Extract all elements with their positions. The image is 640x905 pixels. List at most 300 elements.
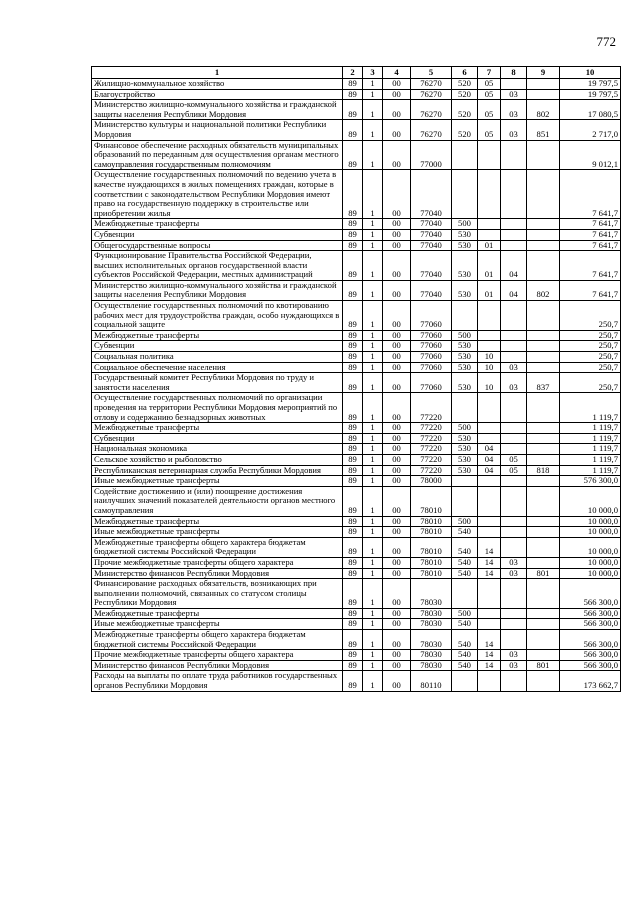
cell-col8 xyxy=(501,352,527,363)
table-row xyxy=(92,341,621,352)
cell-col9 xyxy=(527,393,560,423)
table-row xyxy=(92,454,621,465)
cell-col4: 00 xyxy=(383,433,411,444)
row-name: Межбюджетные трансферты xyxy=(92,330,343,341)
cell-col2: 89 xyxy=(343,671,363,691)
cell-col9: 801 xyxy=(527,568,560,579)
cell-amount: 7 641,7 xyxy=(560,219,621,230)
cell-col2: 89 xyxy=(343,557,363,568)
cell-col2: 89 xyxy=(343,630,363,650)
cell-col8 xyxy=(501,486,527,516)
cell-col6: 500 xyxy=(452,219,478,230)
row-name: Республиканская ветеринарная служба Республики Мордовия xyxy=(92,465,343,476)
cell-col4: 00 xyxy=(383,251,411,281)
cell-col2: 89 xyxy=(343,486,363,516)
cell-col3: 1 xyxy=(363,608,383,619)
cell-col6: 530 xyxy=(452,465,478,476)
cell-col2: 89 xyxy=(343,476,363,487)
table-row xyxy=(92,140,621,170)
row-name: Межбюджетные трансферты xyxy=(92,608,343,619)
cell-col3: 1 xyxy=(363,444,383,455)
table-row xyxy=(92,79,621,90)
cell-col9 xyxy=(527,89,560,100)
cell-col3: 1 xyxy=(363,579,383,609)
cell-col5: 77220 xyxy=(411,465,452,476)
column-header: 6 xyxy=(452,67,478,79)
row-name: Субвенции xyxy=(92,433,343,444)
cell-col8: 03 xyxy=(501,100,527,120)
cell-col3: 1 xyxy=(363,527,383,538)
cell-col8 xyxy=(501,330,527,341)
cell-col6 xyxy=(452,301,478,331)
cell-col9 xyxy=(527,608,560,619)
cell-col6: 530 xyxy=(452,362,478,373)
cell-col5: 78000 xyxy=(411,476,452,487)
cell-col5: 77220 xyxy=(411,444,452,455)
table-row xyxy=(92,219,621,230)
cell-col4: 00 xyxy=(383,465,411,476)
cell-col2: 89 xyxy=(343,373,363,393)
cell-col4: 00 xyxy=(383,89,411,100)
cell-col7 xyxy=(478,476,501,487)
cell-col4: 00 xyxy=(383,280,411,300)
cell-col2: 89 xyxy=(343,229,363,240)
cell-col8 xyxy=(501,423,527,434)
cell-col8 xyxy=(501,516,527,527)
cell-col7 xyxy=(478,579,501,609)
cell-col5: 78010 xyxy=(411,516,452,527)
cell-col5: 77060 xyxy=(411,362,452,373)
cell-col5: 77060 xyxy=(411,373,452,393)
cell-col5: 76270 xyxy=(411,79,452,90)
cell-col6: 500 xyxy=(452,608,478,619)
table-row xyxy=(92,330,621,341)
cell-amount: 250,7 xyxy=(560,330,621,341)
cell-amount: 7 641,7 xyxy=(560,240,621,251)
cell-col2: 89 xyxy=(343,89,363,100)
column-header: 8 xyxy=(501,67,527,79)
row-name: Министерство жилищно-коммунального хозяйства и гражданской защиты населения Республики Мордовия xyxy=(92,100,343,120)
row-name: Межбюджетные трансферты общего характера бюджетам бюджетной системы Российской Федерации xyxy=(92,537,343,557)
table-row xyxy=(92,660,621,671)
cell-col9 xyxy=(527,170,560,219)
cell-col6: 540 xyxy=(452,650,478,661)
cell-col9 xyxy=(527,423,560,434)
cell-amount: 1 119,7 xyxy=(560,423,621,434)
cell-col8 xyxy=(501,630,527,650)
cell-col8 xyxy=(501,527,527,538)
cell-col8 xyxy=(501,476,527,487)
table-row xyxy=(92,608,621,619)
cell-col4: 00 xyxy=(383,100,411,120)
cell-col2: 89 xyxy=(343,79,363,90)
cell-col3: 1 xyxy=(363,251,383,281)
cell-col8 xyxy=(501,393,527,423)
cell-col8 xyxy=(501,140,527,170)
cell-col4: 00 xyxy=(383,423,411,434)
cell-col5: 77040 xyxy=(411,229,452,240)
cell-col4: 00 xyxy=(383,120,411,140)
cell-col3: 1 xyxy=(363,120,383,140)
cell-amount: 10 000,0 xyxy=(560,486,621,516)
cell-col5: 78030 xyxy=(411,608,452,619)
row-name: Финансовое обеспечение расходных обязательств муниципальных образований по переданным для осуществления органам местного самоуправления государственным полномочиям xyxy=(92,140,343,170)
cell-col7: 10 xyxy=(478,352,501,363)
cell-col8: 03 xyxy=(501,568,527,579)
cell-col4: 00 xyxy=(383,619,411,630)
cell-col9 xyxy=(527,433,560,444)
cell-col3: 1 xyxy=(363,465,383,476)
cell-col2: 89 xyxy=(343,454,363,465)
cell-col8 xyxy=(501,79,527,90)
table-row xyxy=(92,229,621,240)
cell-col3: 1 xyxy=(363,423,383,434)
cell-col7: 04 xyxy=(478,465,501,476)
cell-col7 xyxy=(478,393,501,423)
cell-col9: 837 xyxy=(527,373,560,393)
column-header: 10 xyxy=(560,67,621,79)
cell-col9 xyxy=(527,79,560,90)
cell-col7 xyxy=(478,619,501,630)
cell-amount: 1 119,7 xyxy=(560,454,621,465)
cell-col7: 14 xyxy=(478,650,501,661)
cell-col4: 00 xyxy=(383,660,411,671)
table-row xyxy=(92,352,621,363)
row-name: Расходы на выплаты по оплате труда работников государственных органов Республики Мордовия xyxy=(92,671,343,691)
cell-col6: 540 xyxy=(452,557,478,568)
cell-amount: 19 797,5 xyxy=(560,89,621,100)
cell-col7: 14 xyxy=(478,537,501,557)
cell-amount: 10 000,0 xyxy=(560,516,621,527)
cell-col6: 530 xyxy=(452,229,478,240)
cell-col5: 77040 xyxy=(411,280,452,300)
cell-amount: 173 662,7 xyxy=(560,671,621,691)
cell-col8: 03 xyxy=(501,362,527,373)
cell-col9: 851 xyxy=(527,120,560,140)
cell-amount: 250,7 xyxy=(560,362,621,373)
cell-col7: 14 xyxy=(478,630,501,650)
cell-col7: 04 xyxy=(478,454,501,465)
cell-amount: 566 300,0 xyxy=(560,579,621,609)
table-row xyxy=(92,301,621,331)
budget-table xyxy=(91,66,621,692)
cell-col9 xyxy=(527,671,560,691)
cell-col5: 77040 xyxy=(411,170,452,219)
cell-col8: 03 xyxy=(501,89,527,100)
table-row xyxy=(92,433,621,444)
table-row xyxy=(92,251,621,281)
table-row xyxy=(92,373,621,393)
cell-col9 xyxy=(527,219,560,230)
cell-col2: 89 xyxy=(343,537,363,557)
cell-col7: 05 xyxy=(478,89,501,100)
cell-col2: 89 xyxy=(343,527,363,538)
cell-col2: 89 xyxy=(343,120,363,140)
cell-amount: 1 119,7 xyxy=(560,393,621,423)
cell-col6 xyxy=(452,671,478,691)
cell-col3: 1 xyxy=(363,393,383,423)
cell-col3: 1 xyxy=(363,516,383,527)
cell-col7 xyxy=(478,671,501,691)
table-row xyxy=(92,280,621,300)
cell-col2: 89 xyxy=(343,140,363,170)
cell-col3: 1 xyxy=(363,362,383,373)
table-row xyxy=(92,619,621,630)
cell-col6: 540 xyxy=(452,537,478,557)
row-name: Прочие межбюджетные трансферты общего характера xyxy=(92,650,343,661)
table-row xyxy=(92,100,621,120)
cell-col6: 500 xyxy=(452,516,478,527)
cell-col3: 1 xyxy=(363,660,383,671)
cell-col3: 1 xyxy=(363,557,383,568)
cell-col7: 05 xyxy=(478,100,501,120)
cell-col3: 1 xyxy=(363,219,383,230)
cell-col6: 520 xyxy=(452,120,478,140)
cell-col7 xyxy=(478,527,501,538)
cell-col4: 00 xyxy=(383,219,411,230)
table-row xyxy=(92,170,621,219)
table-row xyxy=(92,568,621,579)
cell-col6: 520 xyxy=(452,89,478,100)
column-header: 4 xyxy=(383,67,411,79)
cell-amount: 250,7 xyxy=(560,373,621,393)
cell-col3: 1 xyxy=(363,352,383,363)
cell-col6: 530 xyxy=(452,352,478,363)
cell-col9 xyxy=(527,650,560,661)
cell-col9 xyxy=(527,251,560,281)
table-body xyxy=(92,79,621,692)
cell-col8 xyxy=(501,619,527,630)
cell-col7: 05 xyxy=(478,79,501,90)
cell-col9 xyxy=(527,630,560,650)
row-name: Межбюджетные трансферты общего характера бюджетам бюджетной системы Российской Федерации xyxy=(92,630,343,650)
cell-col6: 530 xyxy=(452,251,478,281)
cell-col7: 01 xyxy=(478,251,501,281)
row-name: Благоустройство xyxy=(92,89,343,100)
row-name: Иные межбюджетные трансферты xyxy=(92,527,343,538)
cell-col3: 1 xyxy=(363,650,383,661)
cell-col8 xyxy=(501,444,527,455)
cell-amount: 566 300,0 xyxy=(560,630,621,650)
table-row xyxy=(92,630,621,650)
cell-col3: 1 xyxy=(363,301,383,331)
cell-col7: 14 xyxy=(478,557,501,568)
row-name: Осуществление государственных полномочий по ведению учета в качестве нуждающихся в жилых помещениях граждан, которые в соответствии с законодательством Республики Мордовия имеют право на государственную поддержку в строительстве или приобретении жилья xyxy=(92,170,343,219)
row-name: Социальная политика xyxy=(92,352,343,363)
cell-col3: 1 xyxy=(363,330,383,341)
cell-col2: 89 xyxy=(343,433,363,444)
cell-col9 xyxy=(527,444,560,455)
cell-col7 xyxy=(478,423,501,434)
cell-amount: 1 119,7 xyxy=(560,433,621,444)
cell-col2: 89 xyxy=(343,660,363,671)
cell-col7: 01 xyxy=(478,240,501,251)
table-row xyxy=(92,89,621,100)
cell-col4: 00 xyxy=(383,579,411,609)
cell-col8 xyxy=(501,219,527,230)
cell-col4: 00 xyxy=(383,330,411,341)
cell-col2: 89 xyxy=(343,579,363,609)
cell-col7: 01 xyxy=(478,280,501,300)
cell-col5: 77060 xyxy=(411,330,452,341)
cell-col6: 500 xyxy=(452,330,478,341)
header-row xyxy=(92,67,621,79)
table-row xyxy=(92,465,621,476)
cell-col2: 89 xyxy=(343,568,363,579)
row-name: Прочие межбюджетные трансферты общего характера xyxy=(92,557,343,568)
cell-col7 xyxy=(478,140,501,170)
cell-col8 xyxy=(501,579,527,609)
row-name: Жилищно-коммунальное хозяйство xyxy=(92,79,343,90)
cell-col9 xyxy=(527,537,560,557)
cell-col7 xyxy=(478,433,501,444)
cell-amount: 10 000,0 xyxy=(560,527,621,538)
cell-col7: 14 xyxy=(478,660,501,671)
cell-col9 xyxy=(527,240,560,251)
cell-col3: 1 xyxy=(363,240,383,251)
row-name: Государственный комитет Республики Мордовия по труду и занятости населения xyxy=(92,373,343,393)
cell-col8 xyxy=(501,433,527,444)
cell-col2: 89 xyxy=(343,516,363,527)
row-name: Осуществление государственных полномочий по квотированию рабочих мест для трудоустройства граждан, особо нуждающихся в социальной защите xyxy=(92,301,343,331)
table-row xyxy=(92,557,621,568)
cell-col7 xyxy=(478,301,501,331)
row-name: Межбюджетные трансферты xyxy=(92,219,343,230)
cell-col5: 77040 xyxy=(411,240,452,251)
cell-col9: 801 xyxy=(527,660,560,671)
cell-col6 xyxy=(452,170,478,219)
cell-col5: 78010 xyxy=(411,557,452,568)
cell-col4: 00 xyxy=(383,527,411,538)
cell-col4: 00 xyxy=(383,568,411,579)
cell-col4: 00 xyxy=(383,608,411,619)
cell-col7: 04 xyxy=(478,444,501,455)
cell-col9: 818 xyxy=(527,465,560,476)
cell-col6: 540 xyxy=(452,568,478,579)
column-header: 7 xyxy=(478,67,501,79)
cell-col6: 540 xyxy=(452,660,478,671)
row-name: Общегосударственные вопросы xyxy=(92,240,343,251)
row-name: Осуществление государственных полномочий по организации проведения на территории Республики Мордовия мероприятий по отлову и содержанию безнадзорных животных xyxy=(92,393,343,423)
cell-col5: 76270 xyxy=(411,120,452,140)
cell-col7 xyxy=(478,608,501,619)
cell-col9 xyxy=(527,454,560,465)
cell-col9 xyxy=(527,229,560,240)
cell-col8 xyxy=(501,608,527,619)
cell-col9 xyxy=(527,579,560,609)
column-header: 3 xyxy=(363,67,383,79)
cell-col5: 76270 xyxy=(411,89,452,100)
cell-col5: 80110 xyxy=(411,671,452,691)
cell-col2: 89 xyxy=(343,341,363,352)
cell-amount: 1 119,7 xyxy=(560,465,621,476)
cell-col8 xyxy=(501,240,527,251)
cell-col5: 78030 xyxy=(411,650,452,661)
table-row xyxy=(92,362,621,373)
cell-col6: 540 xyxy=(452,619,478,630)
cell-col5: 78030 xyxy=(411,660,452,671)
cell-col7 xyxy=(478,219,501,230)
row-name: Социальное обеспечение населения xyxy=(92,362,343,373)
cell-col3: 1 xyxy=(363,170,383,219)
row-name: Субвенции xyxy=(92,229,343,240)
cell-col8: 03 xyxy=(501,373,527,393)
cell-col2: 89 xyxy=(343,219,363,230)
cell-col6 xyxy=(452,476,478,487)
cell-col4: 00 xyxy=(383,557,411,568)
row-name: Межбюджетные трансферты xyxy=(92,423,343,434)
row-name: Министерство жилищно-коммунального хозяйства и гражданской защиты населения Республики Мордовия xyxy=(92,280,343,300)
cell-col8 xyxy=(501,229,527,240)
cell-col7 xyxy=(478,170,501,219)
cell-amount: 250,7 xyxy=(560,352,621,363)
cell-col3: 1 xyxy=(363,630,383,650)
cell-col5: 78030 xyxy=(411,619,452,630)
table-row xyxy=(92,650,621,661)
cell-col4: 00 xyxy=(383,650,411,661)
cell-col4: 00 xyxy=(383,240,411,251)
cell-col6: 530 xyxy=(452,341,478,352)
cell-col4: 00 xyxy=(383,373,411,393)
cell-amount: 566 300,0 xyxy=(560,660,621,671)
cell-col9 xyxy=(527,140,560,170)
cell-col2: 89 xyxy=(343,393,363,423)
cell-col7 xyxy=(478,330,501,341)
cell-col8: 03 xyxy=(501,650,527,661)
cell-col3: 1 xyxy=(363,140,383,170)
table-row xyxy=(92,516,621,527)
cell-col6: 540 xyxy=(452,527,478,538)
row-name: Министерство финансов Республики Мордовия xyxy=(92,660,343,671)
cell-col5: 77220 xyxy=(411,433,452,444)
table-row xyxy=(92,444,621,455)
cell-amount: 9 012,1 xyxy=(560,140,621,170)
cell-amount: 2 717,0 xyxy=(560,120,621,140)
cell-col5: 77060 xyxy=(411,301,452,331)
cell-col2: 89 xyxy=(343,301,363,331)
table-row xyxy=(92,537,621,557)
cell-col9 xyxy=(527,352,560,363)
table-row xyxy=(92,671,621,691)
cell-amount: 10 000,0 xyxy=(560,557,621,568)
cell-col4: 00 xyxy=(383,671,411,691)
table-row xyxy=(92,393,621,423)
cell-col9: 802 xyxy=(527,100,560,120)
cell-col4: 00 xyxy=(383,140,411,170)
cell-col3: 1 xyxy=(363,476,383,487)
cell-col5: 78010 xyxy=(411,486,452,516)
table-row xyxy=(92,476,621,487)
cell-col8: 03 xyxy=(501,120,527,140)
cell-col8 xyxy=(501,301,527,331)
cell-col3: 1 xyxy=(363,486,383,516)
cell-col2: 89 xyxy=(343,280,363,300)
cell-col2: 89 xyxy=(343,240,363,251)
cell-col7: 10 xyxy=(478,373,501,393)
cell-col9 xyxy=(527,362,560,373)
cell-amount: 566 300,0 xyxy=(560,650,621,661)
cell-col5: 77060 xyxy=(411,352,452,363)
cell-col6 xyxy=(452,579,478,609)
cell-col3: 1 xyxy=(363,537,383,557)
cell-col5: 76270 xyxy=(411,100,452,120)
cell-col8 xyxy=(501,537,527,557)
cell-col9 xyxy=(527,476,560,487)
cell-col5: 77220 xyxy=(411,393,452,423)
cell-col8 xyxy=(501,170,527,219)
cell-col8 xyxy=(501,671,527,691)
cell-col3: 1 xyxy=(363,433,383,444)
